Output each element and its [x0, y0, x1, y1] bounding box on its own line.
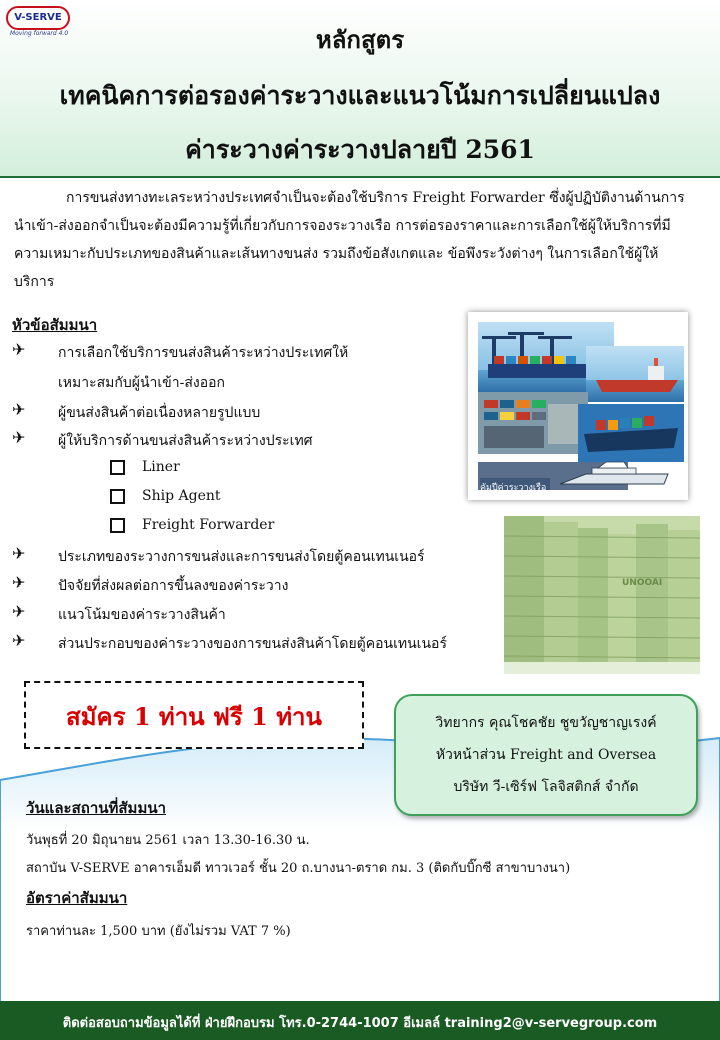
speaker-name: วิทยากร คุณโชคชัย ชูขวัญชาญเรงค์ — [435, 715, 657, 731]
topic-item: ปัจจัยที่ส่งผลต่อการขึ้นลงของค่าระวาง — [58, 578, 289, 594]
intro-line: การขนส่งทางทะเลระหว่างประเทศจำเป็นจะต้องใช้บริการ Freight Forwarder ซึ่งผู้ปฏิบัติงานด้านการ — [66, 190, 685, 206]
port-collage-photo — [468, 312, 688, 500]
checkbox-bullet-icon — [110, 489, 125, 504]
contact-text: ติดต่อสอบถามข้อมูลได้ที่ ฝ่ายฝึกอบรม โทร.0-2744-1007 อีเมลล์ training2@v-servegroup.com — [62, 1016, 658, 1031]
container-stack-graphic — [504, 516, 700, 674]
arrow-bullet-icon: ✈ — [12, 573, 26, 592]
venue-heading: วันและสถานที่สัมมนา — [26, 799, 167, 817]
header-banner — [0, 0, 720, 178]
port-collage-graphic — [468, 312, 688, 500]
container-label: UNOOAI — [622, 578, 663, 588]
logo-name: V-SERVE — [6, 6, 70, 30]
intro-line: ความเหมาะกับประเภทของสินค้าและเส้นทางขนส่ง รวมถึงข้อสังเกตและ ข้อพึงระวังต่างๆ ในการเลือกใช้ผู้ให้ — [14, 246, 659, 262]
fee-text: ราคาท่านละ 1,500 บาท (ยังไม่รวม VAT 7 %) — [26, 924, 291, 939]
promo-text: สมัคร 1 ท่าน ฟรี 1 ท่าน — [66, 702, 322, 731]
intro-line: นำเข้า-ส่งออกจำเป็นจะต้องมีความรู้ที่เกี่ยวกับการจองระวางเรือ การต่อรองราคาและการเลือกใช้ผู้ให้บริการที่มี — [14, 218, 671, 234]
venue-date: วันพุธที่ 20 มิถุนายน 2561 เวลา 13.30-16.30 น. — [26, 833, 310, 848]
topic-item: ผู้ขนส่งสินค้าต่อเนื่องหลายรูปแบบ — [58, 405, 261, 421]
intro-line: บริการ — [14, 274, 55, 290]
arrow-bullet-icon: ✈ — [12, 602, 26, 621]
topic-item: การเลือกใช้บริการขนส่งสินค้าระหว่างประเทศให้ — [58, 345, 349, 361]
checkbox-bullet-icon — [110, 460, 125, 475]
photo-caption: คัมปีค่าระวางเรือ — [480, 483, 547, 493]
speaker-company: บริษัท วี-เซิร์ฟ โลจิสติกส์ จำกัด — [453, 779, 639, 795]
topic-subitem: Liner — [142, 459, 180, 475]
topic-item-continued: เหมาะสมกับผู้นำเข้า-ส่งออก — [58, 375, 226, 391]
topics-heading: หัวข้อสัมมนา — [12, 316, 98, 334]
arrow-bullet-icon: ✈ — [12, 400, 26, 419]
logo-tagline: Moving forward 4.0 — [10, 30, 69, 37]
container-stack-photo — [504, 516, 700, 674]
topic-subitem: Freight Forwarder — [142, 517, 275, 533]
topic-item: ส่วนประกอบของค่าระวางของการขนส่งสินค้าโดยตู้คอนเทนเนอร์ — [58, 636, 447, 652]
arrow-bullet-icon: ✈ — [12, 544, 26, 563]
topic-subitem: Ship Agent — [142, 488, 221, 504]
speaker-position: หัวหน้าส่วน Freight and Oversea — [435, 747, 657, 763]
promo-box — [24, 681, 364, 749]
fee-heading: อัตราค่าสัมมนา — [26, 889, 128, 907]
arrow-bullet-icon: ✈ — [12, 340, 26, 359]
arrow-bullet-icon: ✈ — [12, 631, 26, 650]
intro-paragraph — [14, 184, 716, 296]
topic-item: ผู้ให้บริการด้านขนส่งสินค้าระหว่างประเทศ — [58, 433, 313, 449]
topic-item: ประเภทของระวางการขนส่งและการขนส่งโดยตู้คอนเทนเนอร์ — [58, 549, 425, 565]
checkbox-bullet-icon — [110, 518, 125, 533]
arrow-bullet-icon: ✈ — [12, 428, 26, 447]
course-label: หลักสูตร — [315, 25, 405, 54]
venue-place: สถาบัน V-SERVE อาคารเอ็มดี ทาวเวอร์ ชั้น 20 ถ.บางนา-ตราด กม. 3 (ติดกับบิ๊กซี สาขาบางนา) — [26, 861, 571, 876]
course-subtitle: ค่าระวางค่าระวางปลายปี 2561 — [185, 135, 535, 164]
contact-footer — [0, 1001, 720, 1040]
speaker-box — [394, 694, 698, 816]
topic-item: แนวโน้มของค่าระวางสินค้า — [58, 607, 226, 623]
course-title: เทคนิคการต่อรองค่าระวางและแนวโน้มการเปลี่ยนแปลง — [59, 81, 661, 110]
